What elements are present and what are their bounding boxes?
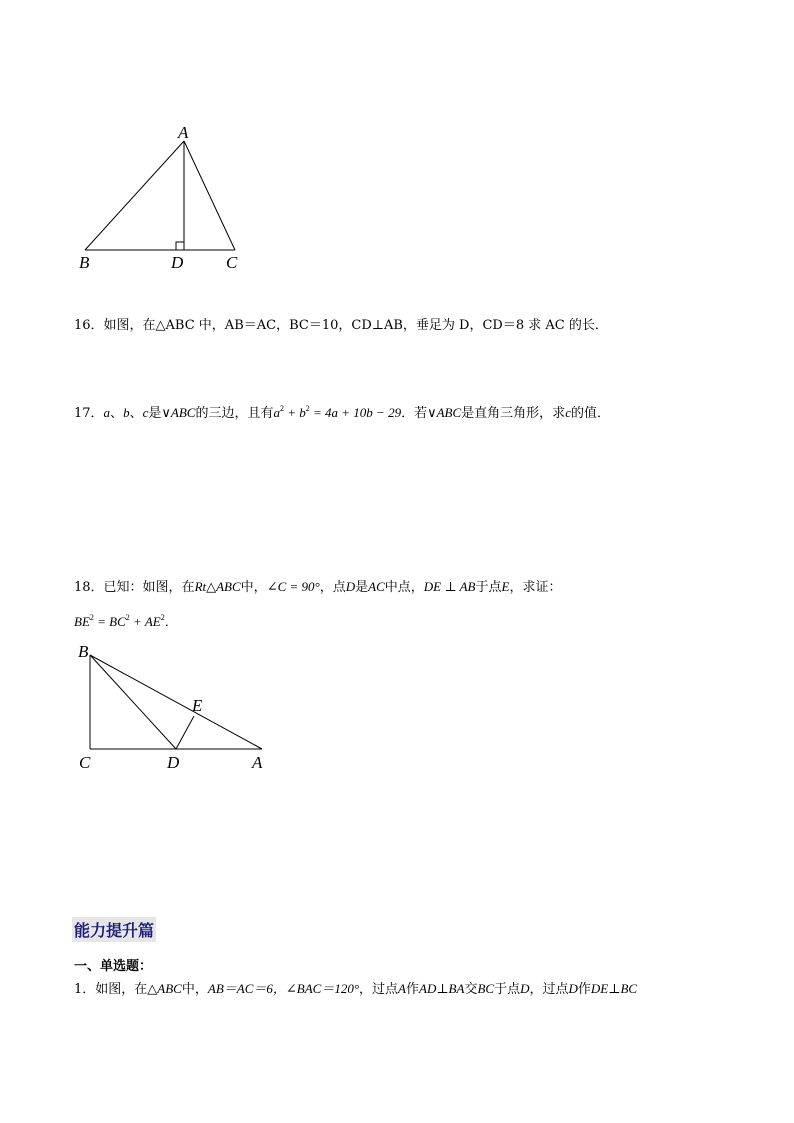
q18-text-3: ，点 (319, 580, 346, 595)
q18-point-e: E (501, 579, 510, 594)
q17-text-5: 的值． (570, 406, 610, 421)
q17-sup-1: 2 (279, 404, 284, 413)
q18-eq-be: BE (74, 614, 90, 629)
q1-text-8: 作 (577, 982, 591, 997)
q18-text-6: 于点 (475, 580, 502, 595)
q18-sup-2: 2 (125, 613, 130, 622)
q18-text-2: 中， (240, 580, 267, 595)
q18-equation (74, 609, 178, 631)
q1-text-6: 于点 (494, 982, 521, 997)
section-title: 能力提升篇 (72, 917, 156, 942)
question-16 (74, 317, 608, 335)
q1-point-a: A (398, 981, 406, 996)
q17-text-3: ．若 (401, 406, 428, 421)
label-e: E (192, 696, 203, 715)
q18-number: 18． (74, 580, 104, 595)
q17-var-c: c (142, 405, 149, 420)
q18-text-5: 中点， (384, 580, 424, 595)
segment-de (176, 716, 194, 749)
q17-text-2: 的三边，且有 (195, 406, 274, 421)
q16-number: 16． (74, 318, 104, 333)
q18-sup-3: 2 (160, 613, 165, 622)
q17-var-a: a (103, 405, 111, 420)
q18-eq-plus: + AE (129, 614, 161, 629)
q17-eq-rest: = 4a + 10b − 29 (309, 405, 402, 420)
q18-eq-eq: = BC (93, 614, 126, 629)
question-17 (74, 400, 610, 423)
segment-ba (90, 655, 262, 749)
q17-sep1: 、 (110, 406, 124, 421)
q1-triangle: △ABC (147, 981, 182, 996)
q17-eq-plus: + (283, 405, 300, 420)
q1-perp-2: DE⊥BC (590, 981, 638, 996)
q17-triangle-1: ∨ABC (161, 405, 196, 420)
q1-point-d: D (520, 981, 530, 996)
q17-eq-b: b (299, 405, 306, 420)
q18-rt-triangle: Rt△ABC (194, 579, 241, 594)
subsection-title: 一、单选题： (74, 959, 153, 974)
q17-equation (273, 405, 401, 420)
q17-text-4: 是直角三角形，求 (461, 406, 566, 421)
q18-angle: ∠C = 90° (266, 579, 320, 594)
segment-ac (184, 141, 235, 250)
q1-number: 1． (74, 982, 96, 997)
q18-sup-1: 2 (89, 613, 94, 622)
q1-text-2: 中， (181, 982, 208, 997)
label-a: A (252, 753, 263, 772)
q18-segment: AC (368, 579, 385, 594)
q17-triangle-2: ∨ABC (427, 405, 462, 420)
q18-text-4: 是 (355, 580, 369, 595)
q1-text-7: ，过点 (529, 982, 569, 997)
q1-point-d2: D (568, 981, 578, 996)
label-d: D (171, 253, 184, 272)
q16-text: 如图，在△ABC 中，AB＝AC，BC＝10，CD⊥AB，垂足为 D，CD＝8 求 AC 的长． (103, 318, 608, 333)
figure-right-triangle-bde (70, 640, 280, 780)
q18-perpendicular: DE ⊥ AB (423, 579, 476, 594)
label-c: C (226, 253, 238, 272)
label-a: A (178, 123, 189, 142)
q1-segment-bc: BC (477, 981, 495, 996)
q17-sep2: 、 (129, 406, 143, 421)
q17-eq-a: a (273, 405, 280, 420)
q1-text-5: 交 (464, 982, 478, 997)
label-b: B (79, 253, 90, 272)
q18-point-d: D (345, 579, 356, 594)
q1-perp-1: AD⊥BA (419, 981, 465, 996)
q18-text-1: 已知：如图，在 (103, 580, 195, 595)
q17-var-c2: c (565, 405, 571, 420)
q1-text-1: 如图，在 (95, 982, 148, 997)
label-c: C (79, 753, 91, 772)
label-b: B (78, 642, 89, 661)
q1-text-3: ，过点 (359, 982, 399, 997)
right-angle-mark (176, 242, 184, 250)
q17-var-b: b (123, 405, 130, 420)
q18-text-7: ，求证： (509, 580, 562, 595)
q1-condition: AB＝AC＝6，∠BAC＝120° (207, 981, 360, 996)
question-18 (74, 578, 561, 597)
q18-eq-end: ． (164, 614, 178, 629)
q17-sup-2: 2 (305, 404, 310, 413)
q1-text-4: 作 (405, 982, 419, 997)
segment-bd (90, 655, 176, 749)
q17-number: 17． (74, 406, 104, 421)
segment-ab (85, 141, 184, 250)
question-1 (74, 980, 637, 999)
figure-triangle-abc-altitude (70, 120, 270, 280)
q17-text-1: 是 (148, 406, 162, 421)
label-d: D (167, 753, 180, 772)
